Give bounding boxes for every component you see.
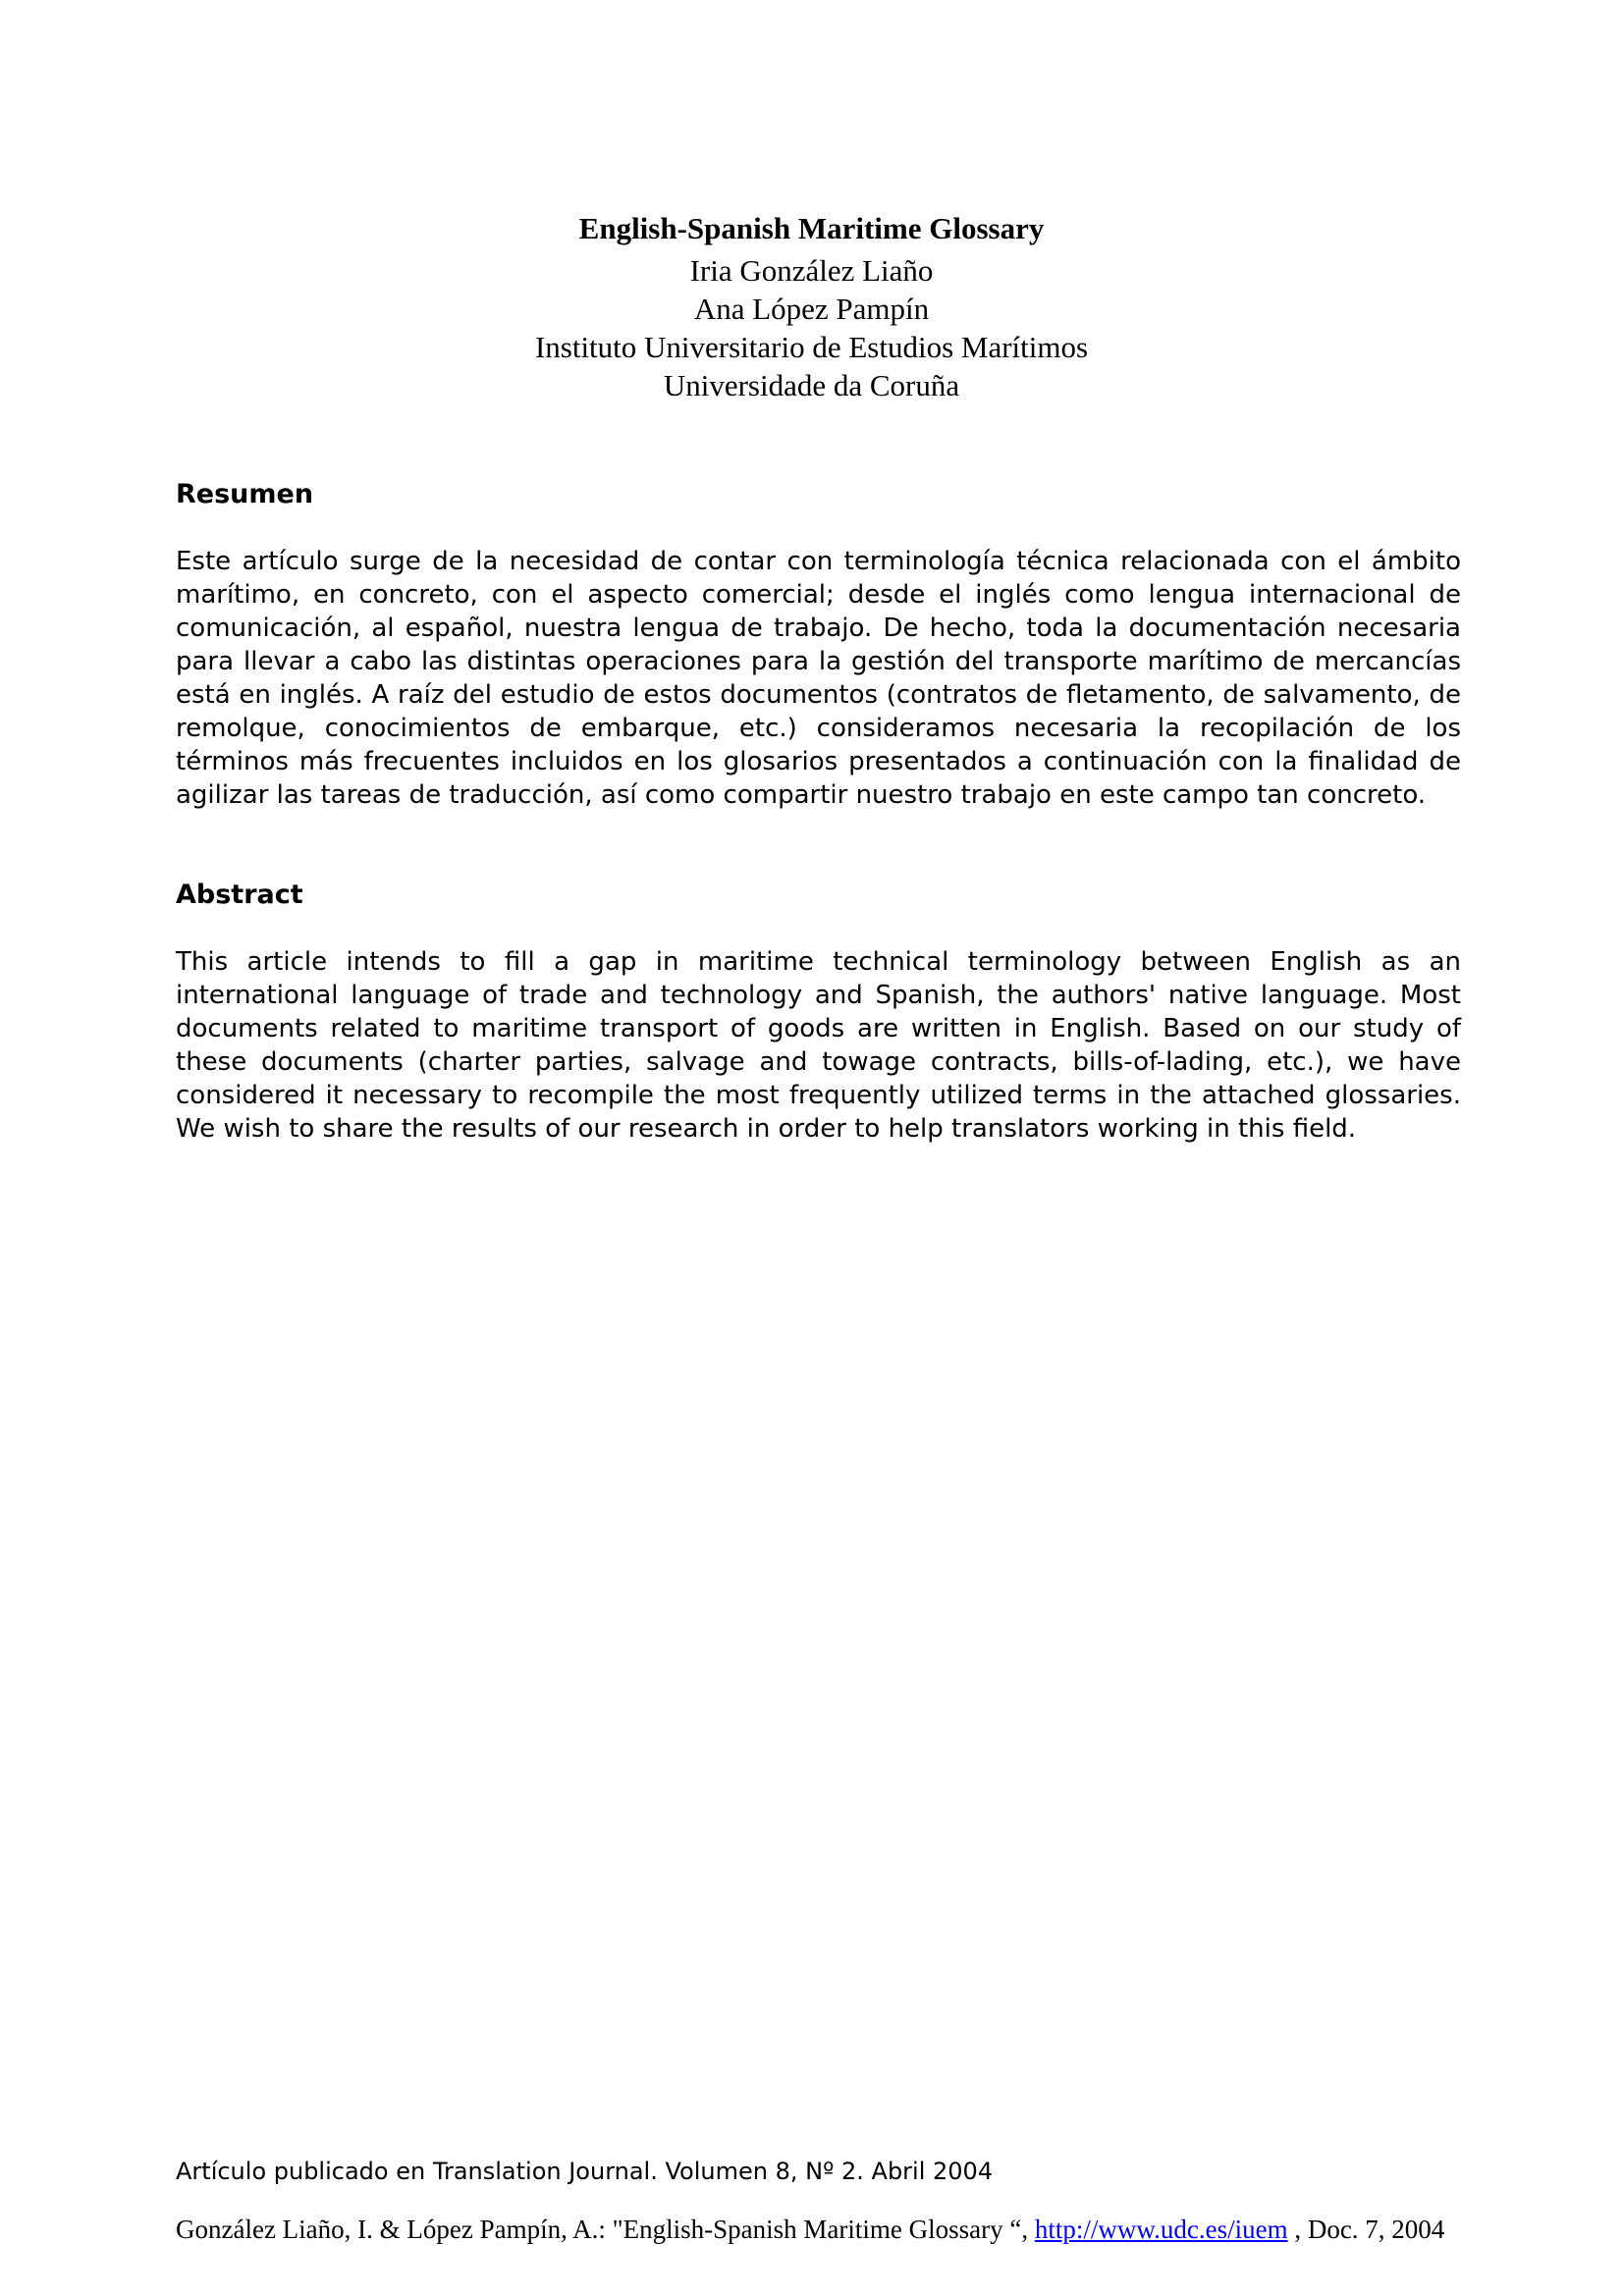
institute-name: Instituto Universitario de Estudios Marítimos xyxy=(534,330,1089,364)
resumen-section xyxy=(176,545,1461,812)
page-footer xyxy=(176,2214,1461,2245)
title-block xyxy=(0,206,1623,404)
resumen-paragraph: Este artículo surge de la necesidad de contar con terminología técnica relacionada con el ámbito marítimo, en concreto, con el aspecto comercial; desde el inglés como lengua internacional de comunicación, al español, nuestra lengua de trabajo. De hecho, toda la documentación necesaria para llevar a cabo las distintas operaciones para la gestión del transporte marítimo de mercancías está en inglés. A raíz del estudio de estos documentos (contratos de fletamento, de salvamento, de remolque, conocimientos de embarque, etc.) consideramos necesaria la recopilación de los términos más frecuentes incluidos en los glosarios presentados a continuación con la finalidad de agilizar las tareas de traducción, así como compartir nuestro trabajo en este campo tan concreto. xyxy=(176,547,1461,810)
author-name: Iria González Liaño xyxy=(689,253,934,288)
publication-note: Artículo publicado en Translation Journal. Volumen 8, Nº 2. Abril 2004 xyxy=(176,2158,994,2185)
citation-suffix: , Doc. 7, 2004 xyxy=(1287,2215,1445,2244)
abstract-heading: Abstract xyxy=(176,880,303,910)
abstract-paragraph: This article intends to fill a gap in maritime technical terminology between English as an international language of trade and technology and Spanish, the authors' native language. Most documents related to maritime transport of goods are written in English. Based on our study of these documents (charter parties, salvage and towage contracts, bills-of-lading, etc.), we have considered it necessary to recompile the most frequently utilized terms in the attached glossaries. We wish to share the results of our research in order to help translators working in this field. xyxy=(176,947,1461,1144)
citation-text: González Liaño, I. & López Pampín, A.: "English-Spanish Maritime Glossary “, xyxy=(176,2215,1035,2244)
abstract-section xyxy=(176,945,1461,1146)
university-name: Universidade da Coruña xyxy=(663,368,960,402)
iuem-link[interactable]: http://www.udc.es/iuem xyxy=(1034,2215,1288,2244)
paper-title: English-Spanish Maritime Glossary xyxy=(578,211,1045,245)
resumen-heading: Resumen xyxy=(176,479,314,509)
author-name: Ana López Pampín xyxy=(693,292,930,326)
